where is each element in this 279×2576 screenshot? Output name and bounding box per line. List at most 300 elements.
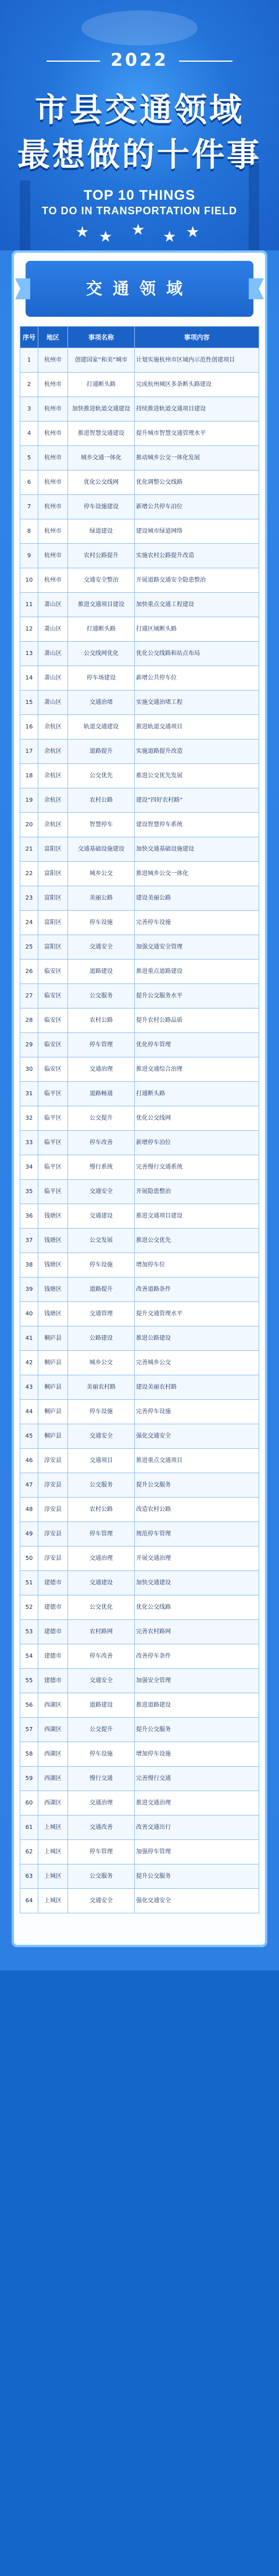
row-item-detail: 推进交通综合治理: [135, 1057, 259, 1082]
table-row: [20, 397, 259, 422]
table-row: [20, 642, 259, 666]
header-area: 地区: [38, 327, 68, 348]
table-row: [20, 1302, 259, 1326]
row-number: 28: [20, 1009, 38, 1033]
header-item-detail: 事项内容: [135, 327, 259, 348]
row-item-name: 停车场建设: [68, 666, 135, 691]
row-number: 20: [20, 813, 38, 837]
row-item-name: 推进智慧交通建设: [68, 422, 135, 446]
table-row: [20, 373, 259, 397]
table-header-row: [20, 327, 259, 348]
row-item-detail: 打通断头路: [135, 1082, 259, 1106]
row-item-name: 停车管理: [68, 1840, 135, 1864]
row-area: 桐庐县: [38, 1351, 68, 1375]
row-item-detail: 推进轨道交通项目: [135, 715, 259, 739]
row-item-detail: 实施交通治堵工程: [135, 691, 259, 715]
row-item-name: 停车设施: [68, 1253, 135, 1278]
row-item-detail: 增加停车设施: [135, 1742, 259, 1767]
row-area: 萧山区: [38, 593, 68, 617]
hero-title-line-2: 最想做的十件事: [17, 136, 262, 174]
row-item-name: 交通治理: [68, 1547, 135, 1571]
row-number: 31: [20, 1082, 38, 1106]
section-title: 交通领域: [85, 279, 193, 298]
table-row: [20, 1742, 259, 1767]
row-item-name: 停车管理: [68, 1522, 135, 1547]
row-area: 杭州市: [38, 519, 68, 544]
row-item-name: 交通安全: [68, 1669, 135, 1693]
row-number: 14: [20, 666, 38, 691]
star-icon: ★: [76, 224, 90, 241]
transport-table: [20, 326, 259, 1913]
table-row: [20, 1864, 259, 1889]
row-number: 1: [20, 348, 38, 373]
row-number: 49: [20, 1522, 38, 1547]
row-area: 桐庐县: [38, 1375, 68, 1400]
row-number: 11: [20, 593, 38, 617]
row-item-detail: 推进交通项目建设: [135, 1204, 259, 1229]
row-item-name: 公交服务: [68, 984, 135, 1009]
table-row: [20, 691, 259, 715]
row-area: 富阳区: [38, 911, 68, 935]
row-area: 建德市: [38, 1571, 68, 1595]
table-row: [20, 1669, 259, 1693]
row-number: 7: [20, 495, 38, 519]
row-number: 29: [20, 1033, 38, 1057]
row-item-name: 公交提升: [68, 1718, 135, 1742]
row-number: 23: [20, 886, 38, 911]
row-number: 22: [20, 862, 38, 886]
row-number: 3: [20, 397, 38, 422]
row-area: 临平区: [38, 1106, 68, 1131]
row-area: 杭州市: [38, 373, 68, 397]
table-row: [20, 1816, 259, 1840]
table-row: [20, 1351, 259, 1375]
row-item-name: 交通治理: [68, 1057, 135, 1082]
row-number: 8: [20, 519, 38, 544]
row-number: 63: [20, 1864, 38, 1889]
row-area: 临平区: [38, 1180, 68, 1204]
row-item-name: 交通建设: [68, 1204, 135, 1229]
row-item-name: 停车设施: [68, 1400, 135, 1424]
row-item-name: 道路提升: [68, 739, 135, 764]
row-item-name: 交通安全: [68, 1180, 135, 1204]
row-number: 17: [20, 739, 38, 764]
row-item-name: 公交线网优化: [68, 642, 135, 666]
row-number: 42: [20, 1351, 38, 1375]
row-area: 余杭区: [38, 813, 68, 837]
row-item-name: 道路提升: [68, 1278, 135, 1302]
row-area: 西湖区: [38, 1693, 68, 1718]
table-row: [20, 764, 259, 788]
row-number: 54: [20, 1644, 38, 1669]
row-area: 杭州市: [38, 422, 68, 446]
row-number: 40: [20, 1302, 38, 1326]
row-item-name: 交通安全整治: [68, 568, 135, 593]
row-item-detail: 优化停车管理: [135, 1033, 259, 1057]
table-row: [20, 495, 259, 519]
row-item-detail: 开展道路交通安全隐患整治: [135, 568, 259, 593]
row-area: 余杭区: [38, 739, 68, 764]
row-area: 杭州市: [38, 470, 68, 495]
row-item-name: 农村路网: [68, 1620, 135, 1644]
row-number: 25: [20, 935, 38, 960]
row-item-name: 道路畅通: [68, 1082, 135, 1106]
row-area: 淳安县: [38, 1522, 68, 1547]
row-item-detail: 完善城乡公交: [135, 1351, 259, 1375]
table-row: [20, 1204, 259, 1229]
table-row: [20, 1693, 259, 1718]
table-row: [20, 1253, 259, 1278]
table-row: [20, 1449, 259, 1473]
row-item-name: 交通安全: [68, 1889, 135, 1913]
row-item-name: 公交优先: [68, 764, 135, 788]
row-item-detail: 提升交通管理水平: [135, 1302, 259, 1326]
row-number: 10: [20, 568, 38, 593]
table-row: [20, 348, 259, 373]
star-icon: ★: [163, 228, 177, 246]
table-row: [20, 1400, 259, 1424]
table-row: [20, 1791, 259, 1816]
row-area: 桐庐县: [38, 1400, 68, 1424]
row-area: 建德市: [38, 1644, 68, 1669]
table-row: [20, 1106, 259, 1131]
row-item-name: 停车设施: [68, 1742, 135, 1767]
row-item-name: 交通项目: [68, 1449, 135, 1473]
row-number: 45: [20, 1424, 38, 1449]
row-number: 32: [20, 1106, 38, 1131]
table-row: [20, 1082, 259, 1106]
table-row: [20, 1595, 259, 1620]
row-item-name: 公交服务: [68, 1473, 135, 1498]
row-number: 62: [20, 1840, 38, 1864]
row-area: 淳安县: [38, 1547, 68, 1571]
table-row: [20, 422, 259, 446]
row-area: 淳安县: [38, 1473, 68, 1498]
row-number: 6: [20, 470, 38, 495]
row-area: 杭州市: [38, 446, 68, 470]
footer-spacer: [20, 1922, 259, 1935]
row-item-detail: 推进道路建设: [135, 1693, 259, 1718]
row-item-name: 打通断头路: [68, 617, 135, 642]
row-area: 临安区: [38, 960, 68, 984]
row-item-detail: 加强停车管理: [135, 1840, 259, 1864]
row-number: 59: [20, 1767, 38, 1791]
row-area: 临安区: [38, 1057, 68, 1082]
table-row: [20, 1057, 259, 1082]
row-number: 55: [20, 1669, 38, 1693]
table-row: [20, 837, 259, 862]
row-item-name: 交通改善: [68, 1816, 135, 1840]
row-area: 西湖区: [38, 1718, 68, 1742]
row-item-detail: 完善停车设施: [135, 911, 259, 935]
row-number: 2: [20, 373, 38, 397]
row-item-detail: 加强安全管理: [135, 1669, 259, 1693]
hero-title-line-1: 市县交通领域: [35, 91, 244, 129]
table-row: [20, 862, 259, 886]
row-item-detail: 建设城市绿道网络: [135, 519, 259, 544]
row-item-detail: 建设“四好农村路”: [135, 788, 259, 813]
row-number: 18: [20, 764, 38, 788]
row-item-detail: 强化交通安全: [135, 1424, 259, 1449]
table-row: [20, 1009, 259, 1033]
row-item-detail: 加强交通安全管理: [135, 935, 259, 960]
table-row: [20, 1889, 259, 1913]
row-number: 13: [20, 642, 38, 666]
row-item-name: 道路建设: [68, 1693, 135, 1718]
row-area: 临平区: [38, 1155, 68, 1180]
row-item-name: 停车设施建设: [68, 495, 135, 519]
row-item-detail: 加快交通基础设施建设: [135, 837, 259, 862]
row-area: 萧山区: [38, 666, 68, 691]
row-area: 上城区: [38, 1816, 68, 1840]
row-item-detail: 提升公交服务: [135, 1864, 259, 1889]
table-row: [20, 446, 259, 470]
row-item-detail: 完成杭州城区多条断头路建设: [135, 373, 259, 397]
row-area: 西湖区: [38, 1791, 68, 1816]
row-item-name: 优化公交线网: [68, 470, 135, 495]
row-item-detail: 增加停车位: [135, 1253, 259, 1278]
row-area: 上城区: [38, 1840, 68, 1864]
row-item-name: 公交优化: [68, 1595, 135, 1620]
row-number: 57: [20, 1718, 38, 1742]
row-number: 9: [20, 544, 38, 568]
row-number: 30: [20, 1057, 38, 1082]
row-item-name: 慢行系统: [68, 1155, 135, 1180]
row-item-detail: 推进公交优先发展: [135, 764, 259, 788]
row-number: 5: [20, 446, 38, 470]
row-area: 西湖区: [38, 1742, 68, 1767]
star-icon: ★: [131, 221, 145, 239]
section-banner: [26, 261, 253, 317]
ribbon-right: [249, 278, 264, 299]
row-number: 24: [20, 911, 38, 935]
star-icon: ★: [186, 224, 200, 241]
row-item-name: 公交发展: [68, 1229, 135, 1253]
row-item-name: 交通基础设施建设: [68, 837, 135, 862]
row-area: 上城区: [38, 1889, 68, 1913]
row-item-name: 公交提升: [68, 1106, 135, 1131]
row-number: 47: [20, 1473, 38, 1498]
row-item-detail: 改善停车条件: [135, 1644, 259, 1669]
table-row: [20, 1278, 259, 1302]
row-item-detail: 推进公路建设: [135, 1326, 259, 1351]
row-area: 萧山区: [38, 642, 68, 666]
row-number: 21: [20, 837, 38, 862]
row-item-detail: 优化公交线网: [135, 1106, 259, 1131]
table-row: [20, 1498, 259, 1522]
row-number: 52: [20, 1595, 38, 1620]
row-item-name: 交通安全: [68, 1424, 135, 1449]
row-area: 钱塘区: [38, 1204, 68, 1229]
row-item-detail: 推动城乡公交一体化发展: [135, 446, 259, 470]
row-item-detail: 优化公交线路和站点布局: [135, 642, 259, 666]
hero-english-line-2: TO DO IN TRANSPORTATION FIELD: [42, 205, 237, 217]
row-item-detail: 推进重点道路建设: [135, 960, 259, 984]
row-item-detail: 提升公交服务: [135, 1718, 259, 1742]
table-row: [20, 984, 259, 1009]
row-area: 淳安县: [38, 1449, 68, 1473]
row-item-detail: 建设美丽公路: [135, 886, 259, 911]
table-row: [20, 1033, 259, 1057]
row-area: 钱塘区: [38, 1229, 68, 1253]
row-item-name: 农村公路: [68, 1009, 135, 1033]
row-number: 61: [20, 1816, 38, 1840]
row-item-name: 轨道交通建设: [68, 715, 135, 739]
row-area: 萧山区: [38, 617, 68, 642]
row-item-detail: 推进城乡公交一体化: [135, 862, 259, 886]
row-area: 杭州市: [38, 544, 68, 568]
row-item-name: 城乡公交: [68, 862, 135, 886]
row-area: 富阳区: [38, 886, 68, 911]
table-row: [20, 544, 259, 568]
row-area: 富阳区: [38, 935, 68, 960]
row-number: 48: [20, 1498, 38, 1522]
row-item-name: 智慧停车: [68, 813, 135, 837]
row-item-detail: 新增停车泊位: [135, 1131, 259, 1155]
row-item-detail: 新增公共停车位: [135, 666, 259, 691]
row-number: 51: [20, 1571, 38, 1595]
hero-glow: [81, 10, 198, 45]
row-area: 富阳区: [38, 862, 68, 886]
table-row: [20, 960, 259, 984]
row-number: 36: [20, 1204, 38, 1229]
row-number: 53: [20, 1620, 38, 1644]
table-row: [20, 1155, 259, 1180]
table-row: [20, 788, 259, 813]
table-row: [20, 1180, 259, 1204]
row-number: 16: [20, 715, 38, 739]
row-area: 余杭区: [38, 764, 68, 788]
table-row: [20, 1571, 259, 1595]
row-number: 58: [20, 1742, 38, 1767]
row-item-detail: 新增公共停车泊位: [135, 495, 259, 519]
row-number: 50: [20, 1547, 38, 1571]
row-item-name: 推进交通项目建设: [68, 593, 135, 617]
ribbon-left: [15, 278, 30, 299]
row-area: 杭州市: [38, 495, 68, 519]
row-item-name: 美丽公路: [68, 886, 135, 911]
row-area: 杭州市: [38, 397, 68, 422]
row-item-detail: 加快交通建设: [135, 1571, 259, 1595]
row-number: 43: [20, 1375, 38, 1400]
content-panel: [12, 250, 267, 1947]
row-number: 41: [20, 1326, 38, 1351]
row-area: 富阳区: [38, 837, 68, 862]
row-area: 淳安县: [38, 1498, 68, 1522]
row-item-name: 公交服务: [68, 1864, 135, 1889]
row-item-detail: 建设美丽农村路: [135, 1375, 259, 1400]
row-area: 杭州市: [38, 348, 68, 373]
row-number: 19: [20, 788, 38, 813]
row-item-name: 慢行交通: [68, 1767, 135, 1791]
row-area: 临平区: [38, 1082, 68, 1106]
row-item-name: 城乡交通一体化: [68, 446, 135, 470]
row-area: 建德市: [38, 1669, 68, 1693]
row-number: 12: [20, 617, 38, 642]
row-item-name: 加快推进轨道交通建设: [68, 397, 135, 422]
row-item-name: 美丽农村路: [68, 1375, 135, 1400]
row-item-detail: 计划实施杭州市区域内示范性创建项目: [135, 348, 259, 373]
row-area: 临安区: [38, 984, 68, 1009]
row-area: 钱塘区: [38, 1253, 68, 1278]
row-item-name: 创建国家“和美”城市: [68, 348, 135, 373]
row-item-name: 打通断头路: [68, 373, 135, 397]
row-item-detail: 规范停车管理: [135, 1522, 259, 1547]
row-item-name: 交通建设: [68, 1571, 135, 1595]
table-row: [20, 935, 259, 960]
row-area: 建德市: [38, 1620, 68, 1644]
row-number: 38: [20, 1253, 38, 1278]
star-icon: ★: [99, 228, 113, 246]
row-number: 64: [20, 1889, 38, 1913]
row-item-detail: 提升城市智慧交通管理水平: [135, 422, 259, 446]
table-row: [20, 739, 259, 764]
row-item-detail: 优化调整公交线路: [135, 470, 259, 495]
row-item-detail: 推进公交优先: [135, 1229, 259, 1253]
row-item-detail: 打通区域断头路: [135, 617, 259, 642]
row-number: 35: [20, 1180, 38, 1204]
row-number: 4: [20, 422, 38, 446]
table-row: [20, 911, 259, 935]
row-area: 临安区: [38, 1033, 68, 1057]
table-row: [20, 1547, 259, 1571]
row-number: 34: [20, 1155, 38, 1180]
row-number: 46: [20, 1449, 38, 1473]
table-row: [20, 617, 259, 642]
row-number: 56: [20, 1693, 38, 1718]
row-number: 27: [20, 984, 38, 1009]
row-item-name: 农村公路: [68, 788, 135, 813]
table-row: [20, 1767, 259, 1791]
row-item-detail: 提升农村公路品质: [135, 1009, 259, 1033]
table-row: [20, 715, 259, 739]
row-item-detail: 改善道路条件: [135, 1278, 259, 1302]
table-row: [20, 519, 259, 544]
table-row: [20, 1375, 259, 1400]
row-item-name: 交通管理: [68, 1302, 135, 1326]
row-item-name: 道路建设: [68, 960, 135, 984]
hero-banner: [0, 0, 279, 250]
row-item-detail: 推进重点交通项目: [135, 1449, 259, 1473]
row-number: 60: [20, 1791, 38, 1816]
row-item-name: 交通治理: [68, 1791, 135, 1816]
table-row: [20, 886, 259, 911]
table-row: [20, 1424, 259, 1449]
row-item-name: 停车改善: [68, 1131, 135, 1155]
row-area: 钱塘区: [38, 1302, 68, 1326]
table-row: [20, 666, 259, 691]
row-item-detail: 开展隐患整治: [135, 1180, 259, 1204]
row-item-detail: 实施农村公路提升改造: [135, 544, 259, 568]
row-item-name: 交通安全: [68, 935, 135, 960]
row-area: 临安区: [38, 1009, 68, 1033]
row-item-detail: 开展交通治理: [135, 1547, 259, 1571]
table-row: [20, 568, 259, 593]
table-row: [20, 593, 259, 617]
row-item-detail: 实施道路提升改造: [135, 739, 259, 764]
row-item-name: 农村公路: [68, 1498, 135, 1522]
row-area: 杭州市: [38, 568, 68, 593]
header-item-name: 事项名称: [68, 327, 135, 348]
row-number: 44: [20, 1400, 38, 1424]
row-item-detail: 完善慢行交通系统: [135, 1155, 259, 1180]
row-area: 上城区: [38, 1864, 68, 1889]
row-item-detail: 持续推进轨道交通项目建设: [135, 397, 259, 422]
row-area: 钱塘区: [38, 1278, 68, 1302]
row-area: 建德市: [38, 1595, 68, 1620]
row-area: 桐庐县: [38, 1424, 68, 1449]
table-row: [20, 1644, 259, 1669]
